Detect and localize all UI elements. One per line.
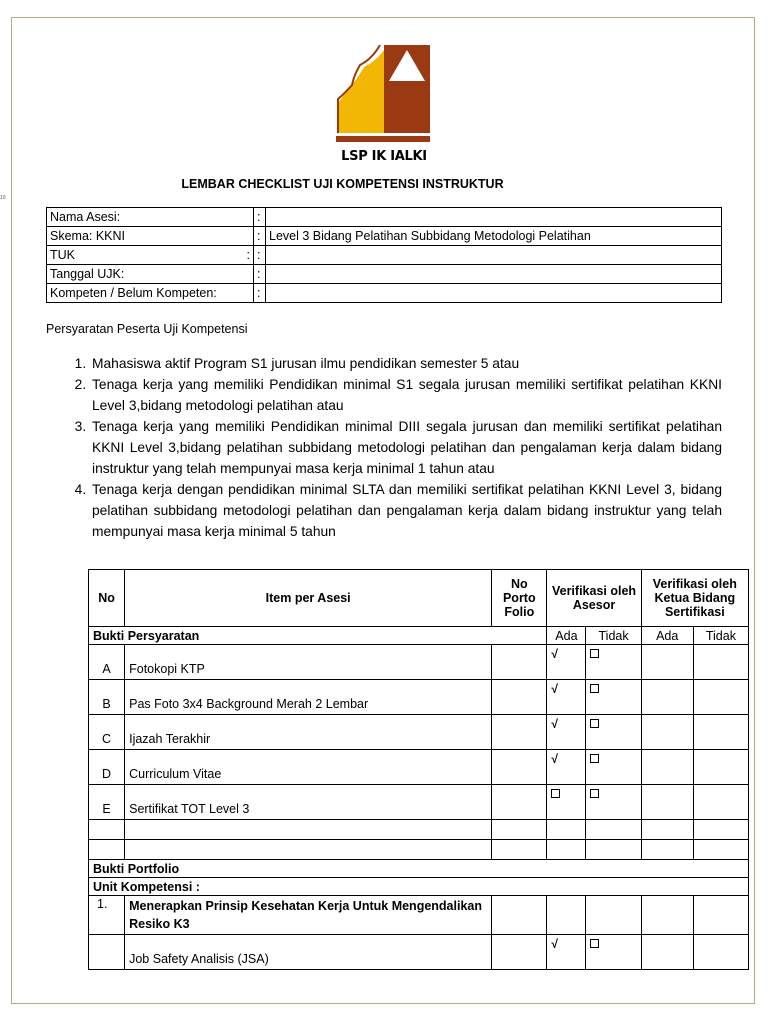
table-row	[89, 785, 749, 820]
logo-white-stripe	[336, 133, 430, 136]
info-value-nama[interactable]	[266, 208, 722, 227]
requirements-title: Persyaratan Peserta Uji Kompetensi	[46, 322, 248, 336]
item-label: Ijazah Terakhir	[125, 715, 492, 750]
table-row	[89, 680, 749, 715]
requirement-item: 1. Mahasiswa aktif Program S1 jurusan ilmu pendidikan semester 5 atau	[90, 353, 722, 374]
item-label: Fotokopi KTP	[125, 645, 492, 680]
asesor-ada-cell[interactable]	[547, 680, 586, 715]
ketua-ada-cell[interactable]	[641, 750, 693, 785]
info-label-nama: Nama Asesi:	[47, 208, 254, 227]
subheader-ketua-tidak: Tidak	[693, 627, 748, 645]
lsp-logo-icon	[336, 45, 432, 145]
subheader-tidak: Tidak	[586, 627, 641, 645]
unit-row	[89, 896, 749, 935]
empty-cell	[125, 840, 492, 860]
empty-cell	[125, 820, 492, 840]
porto-cell[interactable]	[492, 715, 547, 750]
empty-cell	[693, 840, 748, 860]
asesor-tidak-cell[interactable]	[586, 715, 641, 750]
requirement-item: 2. Tenaga kerja yang memiliki Pendidikan minimal S1 segala jurusan memiliki sertifikat pelatihan KKNI Level 3,bidang metodologi pelatihan atau	[90, 374, 722, 416]
empty-cell	[89, 820, 125, 840]
info-label-tuk-text: TUK	[50, 247, 75, 262]
checklist-header-row	[89, 570, 749, 627]
ketua-tidak-cell[interactable]	[693, 750, 748, 785]
ketua-tidak-cell[interactable]	[693, 645, 748, 680]
empty-cell	[547, 840, 586, 860]
header-verif-ketua: Verifikasi oleh Ketua Bidang Sertifikasi	[641, 570, 748, 627]
item-no	[89, 935, 125, 970]
empty-cell	[586, 820, 641, 840]
ketua-tidak-cell[interactable]	[693, 935, 748, 970]
checkbox-icon[interactable]	[590, 684, 599, 693]
check-mark-icon: √	[551, 647, 558, 661]
empty-cell	[586, 840, 641, 860]
porto-cell[interactable]	[492, 680, 547, 715]
ketua-tidak-cell[interactable]	[693, 785, 748, 820]
asesor-tidak-cell[interactable]	[586, 750, 641, 785]
asesor-ada-cell[interactable]	[547, 715, 586, 750]
asesor-ada-cell[interactable]	[547, 896, 586, 935]
item-label: Job Safety Analisis (JSA)	[125, 935, 492, 970]
asesor-tidak-cell[interactable]	[586, 785, 641, 820]
check-mark-icon: √	[551, 682, 558, 696]
ketua-ada-cell[interactable]	[641, 715, 693, 750]
empty-cell	[492, 820, 547, 840]
asesor-tidak-cell[interactable]	[586, 935, 641, 970]
info-colon: :	[254, 227, 266, 246]
asesor-tidak-cell[interactable]	[586, 680, 641, 715]
checkbox-icon[interactable]	[590, 649, 599, 658]
empty-cell	[492, 840, 547, 860]
unit-no: 1.	[89, 896, 125, 935]
asesor-ada-cell[interactable]	[547, 935, 586, 970]
table-row	[89, 750, 749, 785]
checklist-table	[88, 569, 749, 970]
ketua-ada-cell[interactable]	[641, 680, 693, 715]
info-colon: :	[254, 246, 266, 265]
ketua-ada-cell[interactable]	[641, 645, 693, 680]
info-label-skema: Skema: KKNI	[47, 227, 254, 246]
unit-title: Menerapkan Prinsip Kesehatan Kerja Untuk Mengendalikan Resiko K3	[125, 896, 492, 935]
info-label-tanggal: Tanggal UJK:	[47, 265, 254, 284]
info-row-kompeten	[47, 284, 722, 303]
item-no: D	[89, 750, 125, 785]
empty-row	[89, 840, 749, 860]
info-value-tanggal[interactable]	[266, 265, 722, 284]
info-colon: :	[254, 284, 266, 303]
section-row-portfolio	[89, 860, 749, 878]
ketua-ada-cell[interactable]	[641, 935, 693, 970]
section-persyaratan: Bukti Persyaratan	[89, 627, 547, 645]
info-colon: :	[254, 265, 266, 284]
subheader-ketua-ada: Ada	[641, 627, 693, 645]
info-colon: :	[254, 208, 266, 227]
asesor-ada-cell[interactable]	[547, 785, 586, 820]
document-title: LEMBAR CHECKLIST UJI KOMPETENSI INSTRUKTUR	[181, 177, 504, 191]
porto-cell[interactable]	[492, 935, 547, 970]
ketua-tidak-cell[interactable]	[693, 896, 748, 935]
porto-cell[interactable]	[492, 896, 547, 935]
table-row	[89, 645, 749, 680]
subheader-ada: Ada	[547, 627, 586, 645]
empty-cell	[547, 820, 586, 840]
section-row-persyaratan	[89, 627, 749, 645]
requirement-item: 4. Tenaga kerja dengan pendidikan minimal SLTA dan memiliki sertifikat pelatihan KKNI Level 3, bidang pelatihan subbidang metodologi pelatihan dan pengalaman kerja dalam bidang instruktur yang telah mempunyai masa kerja minimal 5 tahun	[90, 479, 722, 542]
checkbox-icon[interactable]	[590, 719, 599, 728]
logo-base-bar	[336, 136, 430, 142]
header-verif-asesor: Verifikasi oleh Asesor	[547, 570, 641, 627]
empty-row	[89, 820, 749, 840]
ketua-ada-cell[interactable]	[641, 896, 693, 935]
item-no: B	[89, 680, 125, 715]
header-no: No	[89, 570, 125, 627]
unit-kompetensi-label: Unit Kompetensi :	[89, 878, 749, 896]
item-no: C	[89, 715, 125, 750]
checkbox-icon[interactable]	[590, 789, 599, 798]
requirement-item: 3. Tenaga kerja yang memiliki Pendidikan minimal DIII segala jurusan dan memiliki sertifikat pelatihan KKNI Level 3,bidang pelatihan subbidang metodologi pelatihan dan pengalaman kerja dalam bidang instruktur yang telah mempunyai masa kerja minimal 1 tahun atau	[90, 416, 722, 479]
info-label-kompeten: Kompeten / Belum Kompeten:	[47, 284, 254, 303]
org-name: LSP IK IALKI	[341, 149, 427, 164]
empty-cell	[693, 820, 748, 840]
asesi-info-table	[46, 207, 722, 303]
item-no: A	[89, 645, 125, 680]
checkbox-icon[interactable]	[590, 754, 599, 763]
info-value-skema[interactable]: Level 3 Bidang Pelatihan Subbidang Metodologi Pelatihan	[266, 227, 722, 246]
asesor-tidak-cell[interactable]	[586, 645, 641, 680]
check-mark-icon: √	[551, 937, 558, 951]
info-row-tanggal	[47, 265, 722, 284]
asesor-tidak-cell[interactable]	[586, 896, 641, 935]
ketua-tidak-cell[interactable]	[693, 715, 748, 750]
info-row-tuk	[47, 246, 722, 265]
checkbox-icon[interactable]	[590, 939, 599, 948]
porto-cell[interactable]	[492, 785, 547, 820]
info-row-skema	[47, 227, 722, 246]
empty-cell	[641, 840, 693, 860]
check-mark-icon: √	[551, 717, 558, 731]
header-item: Item per Asesi	[125, 570, 492, 627]
section-portfolio: Bukti Portfolio	[89, 860, 749, 878]
page-mark: 10	[0, 195, 6, 201]
table-row	[89, 715, 749, 750]
requirements-list	[46, 353, 722, 542]
asesor-ada-cell[interactable]	[547, 750, 586, 785]
empty-cell	[89, 840, 125, 860]
ketua-tidak-cell[interactable]	[693, 680, 748, 715]
info-inner-colon: :	[246, 247, 250, 262]
info-row-nama	[47, 208, 722, 227]
item-label: Pas Foto 3x4 Background Merah 2 Lembar	[125, 680, 492, 715]
asesor-ada-cell[interactable]	[547, 645, 586, 680]
porto-cell[interactable]	[492, 750, 547, 785]
header-porto: No Porto Folio	[492, 570, 547, 627]
item-no: E	[89, 785, 125, 820]
ketua-ada-cell[interactable]	[641, 785, 693, 820]
info-label-tuk	[47, 246, 254, 265]
table-row	[89, 935, 749, 970]
empty-cell	[641, 820, 693, 840]
section-row-unit	[89, 878, 749, 896]
checkbox-icon[interactable]	[551, 789, 560, 798]
info-value-tuk[interactable]	[266, 246, 722, 265]
item-label: Sertifikat TOT Level 3	[125, 785, 492, 820]
porto-cell[interactable]	[492, 645, 547, 680]
item-label: Curriculum Vitae	[125, 750, 492, 785]
info-value-kompeten[interactable]	[266, 284, 722, 303]
check-mark-icon: √	[551, 752, 558, 766]
